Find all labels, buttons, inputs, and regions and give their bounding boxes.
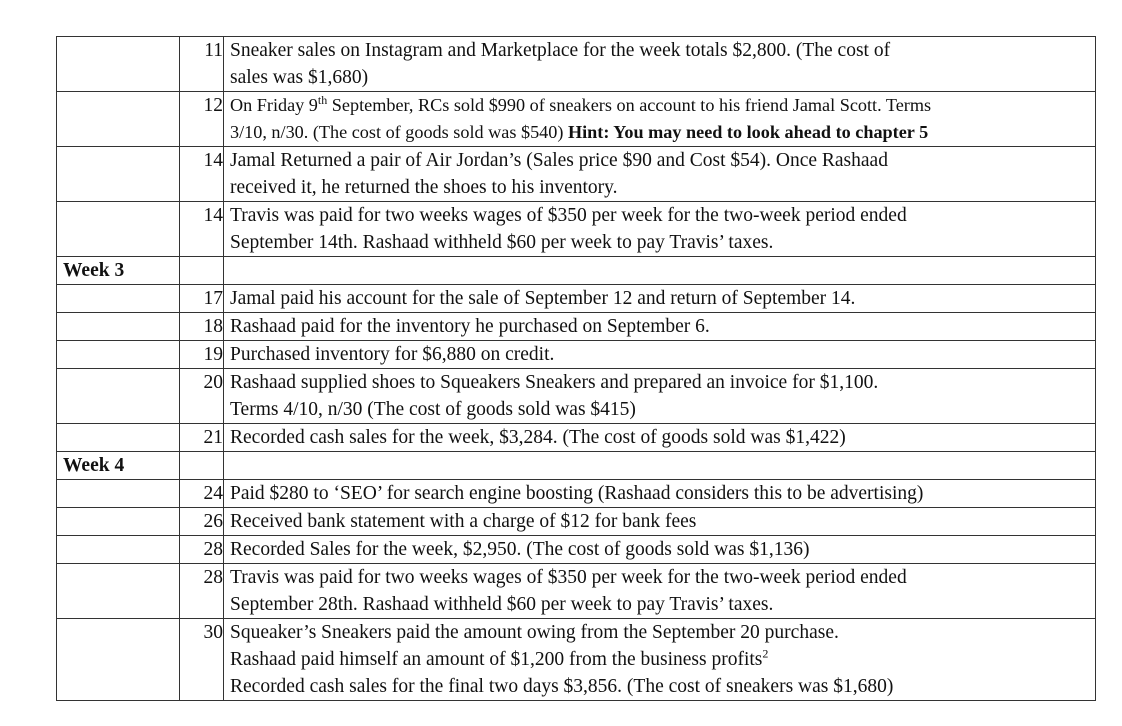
day-cell	[180, 257, 224, 285]
ordinal-suffix: th	[317, 92, 328, 107]
description-cell	[224, 508, 1096, 536]
description-text: Rashaad paid himself an amount of $1,200 from the business profits	[230, 649, 763, 670]
description-line: Travis was paid for two weeks wages of $350 per week for the two-week period ended	[230, 567, 907, 588]
description-cell	[224, 313, 1096, 341]
description-line	[230, 92, 1095, 119]
description-line: Sneaker sales on Instagram and Marketplace for the week totals $2,800. (The cost of	[230, 40, 891, 61]
description-text: September, RCs sold $990 of sneakers on account to his friend Jamal Scott. Terms	[327, 95, 932, 115]
description-line	[230, 452, 1095, 479]
table-row	[57, 536, 1096, 564]
description-text: On Friday 9	[230, 95, 318, 115]
description-line: Squeaker’s Sneakers paid the amount owing from the September 20 purchase.	[230, 622, 839, 643]
description-line	[230, 257, 1095, 284]
day-cell: 30	[180, 619, 224, 701]
description-line: sales was $1,680)	[230, 67, 369, 88]
description-line: received it, he returned the shoes to his inventory.	[230, 177, 618, 198]
week-cell	[57, 480, 180, 508]
description-line: Received bank statement with a charge of $12 for bank fees	[230, 511, 697, 532]
description-cell	[224, 452, 1096, 480]
description-cell	[224, 257, 1096, 285]
description-line: Terms 4/10, n/30 (The cost of goods sold was $415)	[230, 399, 636, 420]
description-line: Recorded cash sales for the week, $3,284. (The cost of goods sold was $1,422)	[230, 427, 846, 448]
day-cell: 14	[180, 147, 224, 202]
table-row	[57, 341, 1096, 369]
description-line: Recorded cash sales for the final two days $3,856. (The cost of sneakers was $1,680)	[230, 676, 894, 697]
day-cell: 26	[180, 508, 224, 536]
day-cell: 11	[180, 37, 224, 92]
description-line: Jamal paid his account for the sale of September 12 and return of September 14.	[230, 288, 856, 309]
table-row	[57, 92, 1096, 147]
description-cell	[224, 37, 1096, 92]
description-text: 3/10, n/30. (The cost of goods sold was $540)	[230, 122, 568, 142]
day-cell: 18	[180, 313, 224, 341]
table-row	[57, 313, 1096, 341]
week-header-row	[57, 452, 1096, 480]
day-cell: 19	[180, 341, 224, 369]
description-line: Rashaad paid for the inventory he purchased on September 6.	[230, 316, 710, 337]
week-label: Week 4	[57, 452, 180, 480]
description-line: September 14th. Rashaad withheld $60 per week to pay Travis’ taxes.	[230, 232, 774, 253]
table-row	[57, 424, 1096, 452]
description-line	[230, 646, 1095, 673]
week-cell	[57, 619, 180, 701]
description-line: Paid $280 to ‘SEO’ for search engine boosting (Rashaad considers this to be advertising)	[230, 483, 924, 504]
day-cell: 20	[180, 369, 224, 424]
description-cell	[224, 564, 1096, 619]
week-cell	[57, 369, 180, 424]
table-row	[57, 480, 1096, 508]
table-row	[57, 37, 1096, 92]
week-cell	[57, 92, 180, 147]
description-cell	[224, 147, 1096, 202]
day-cell: 28	[180, 564, 224, 619]
description-line: Purchased inventory for $6,880 on credit.	[230, 344, 555, 365]
day-cell: 12	[180, 92, 224, 147]
description-cell	[224, 285, 1096, 313]
hint-text: Hint: You may need to look ahead to chapter 5	[567, 122, 929, 142]
description-line: Recorded Sales for the week, $2,950. (The cost of goods sold was $1,136)	[230, 539, 810, 560]
table-row	[57, 202, 1096, 257]
description-cell	[224, 202, 1096, 257]
table-row	[57, 508, 1096, 536]
day-cell	[180, 452, 224, 480]
day-cell: 24	[180, 480, 224, 508]
week-label: Week 3	[57, 257, 180, 285]
description-cell	[224, 424, 1096, 452]
table-row	[57, 369, 1096, 424]
day-cell: 17	[180, 285, 224, 313]
day-cell: 21	[180, 424, 224, 452]
description-line	[230, 119, 1095, 146]
week-cell	[57, 147, 180, 202]
transactions-table	[56, 36, 1096, 701]
table-row	[57, 619, 1096, 701]
week-cell	[57, 341, 180, 369]
table-row	[57, 564, 1096, 619]
week-cell	[57, 202, 180, 257]
table-row	[57, 285, 1096, 313]
week-cell	[57, 536, 180, 564]
week-cell	[57, 37, 180, 92]
description-cell	[224, 619, 1096, 701]
week-cell	[57, 564, 180, 619]
week-header-row	[57, 257, 1096, 285]
table-row	[57, 147, 1096, 202]
description-cell	[224, 341, 1096, 369]
description-cell	[224, 536, 1096, 564]
week-cell	[57, 508, 180, 536]
description-line: Jamal Returned a pair of Air Jordan’s (Sales price $90 and Cost $54). Once Rashaad	[230, 150, 888, 171]
week-cell	[57, 285, 180, 313]
description-line: September 28th. Rashaad withheld $60 per week to pay Travis’ taxes.	[230, 594, 774, 615]
description-line: Rashaad supplied shoes to Squeakers Sneakers and prepared an invoice for $1,100.	[230, 372, 879, 393]
day-cell: 28	[180, 536, 224, 564]
day-cell: 14	[180, 202, 224, 257]
description-line: Travis was paid for two weeks wages of $350 per week for the two-week period ended	[230, 205, 907, 226]
week-cell	[57, 313, 180, 341]
description-cell	[224, 369, 1096, 424]
footnote-marker: 2	[762, 646, 769, 661]
description-cell	[224, 92, 1096, 147]
description-cell	[224, 480, 1096, 508]
week-cell	[57, 424, 180, 452]
